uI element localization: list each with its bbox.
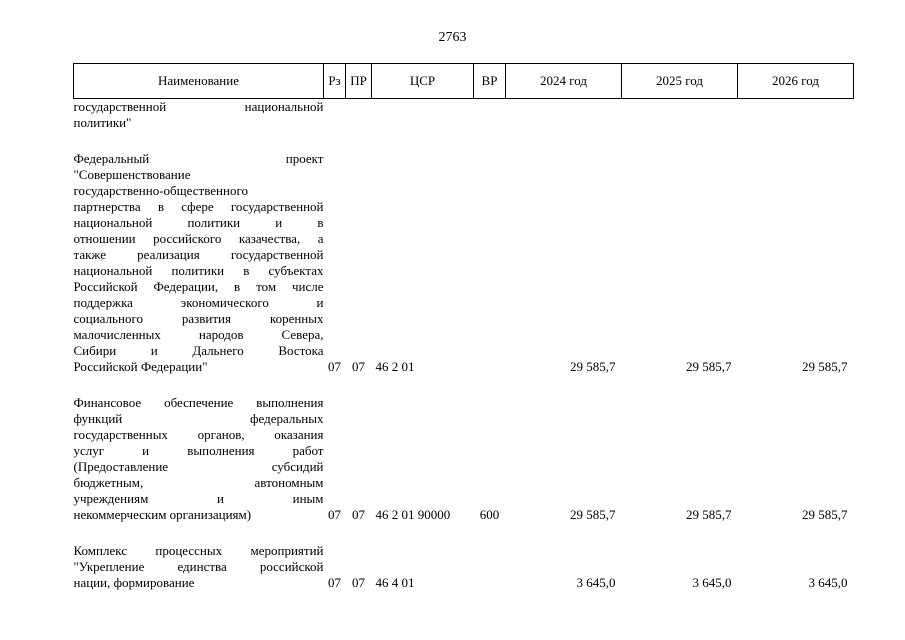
cell-2024: 29 585,7 <box>570 507 616 522</box>
cell-csr <box>372 99 474 132</box>
name-line: учреждениям и иным <box>73 491 324 506</box>
budget-table <box>73 63 854 591</box>
header-csr: ЦСР <box>372 64 474 99</box>
table-row <box>74 543 854 591</box>
cell-vr <box>474 543 506 591</box>
name-line: "Укрепление единства российской <box>73 559 324 574</box>
name-line: политики" <box>73 115 132 130</box>
name-line: (Предоставление субсидий <box>73 459 324 474</box>
header-2025: 2025 год <box>622 64 738 99</box>
name-line: функций федеральных <box>73 411 324 426</box>
cell-rz: 07 <box>328 507 341 522</box>
cell-2024: 29 585,7 <box>570 359 616 374</box>
header-rz: Рз <box>324 64 346 99</box>
cell-pr: 07 <box>352 507 365 522</box>
name-line: также реализация государственной <box>73 247 324 262</box>
cell-rz: 07 <box>328 359 341 374</box>
name-line: национальной политики в субъектах <box>73 263 324 278</box>
cell-2025: 29 585,7 <box>686 507 732 522</box>
row-spacer <box>74 523 854 543</box>
name-line: малочисленных народов Севера, <box>73 327 324 342</box>
table-body <box>74 99 854 592</box>
cell-vr: 600 <box>479 507 500 522</box>
name-line: государственной национальной <box>73 99 324 114</box>
name-line: нации, формирование <box>73 575 195 590</box>
cell-2026: 29 585,7 <box>802 359 848 374</box>
cell-rz: 07 <box>328 575 341 590</box>
cell-name <box>74 151 324 375</box>
name-line: национальной политики и в <box>73 215 324 230</box>
name-line: Федеральный проект <box>73 151 324 166</box>
table-row <box>74 99 854 132</box>
cell-name <box>74 395 324 523</box>
name-line: поддержка экономического и <box>73 295 324 310</box>
name-line: отношении российского казачества, а <box>73 231 324 246</box>
name-line: бюджетным, автономным <box>73 475 324 490</box>
name-line: государственных органов, оказания <box>73 427 324 442</box>
cell-2025 <box>622 99 738 132</box>
cell-2026 <box>738 99 854 132</box>
cell-name <box>74 99 324 132</box>
name-line: "Совершенствование <box>73 167 191 182</box>
name-line: государственно-общественного <box>73 183 248 198</box>
row-spacer <box>74 375 854 395</box>
cell-pr <box>346 99 372 132</box>
cell-2026: 3 645,0 <box>808 575 848 590</box>
name-line: Российской Федерации" <box>73 359 208 374</box>
cell-2025: 3 645,0 <box>692 575 732 590</box>
header-name: Наименование <box>74 64 324 99</box>
table-row <box>74 151 854 375</box>
cell-2024 <box>506 99 622 132</box>
name-line: некоммерческим организациям) <box>73 507 252 522</box>
cell-2026: 29 585,7 <box>802 507 848 522</box>
header-2024: 2024 год <box>506 64 622 99</box>
cell-name <box>74 543 324 591</box>
cell-csr: 46 2 01 <box>375 359 415 374</box>
table-row <box>74 395 854 523</box>
cell-vr <box>474 151 506 375</box>
name-line: Сибири и Дальнего Востока <box>73 343 324 358</box>
row-spacer <box>74 131 854 151</box>
header-pr: ПР <box>346 64 372 99</box>
name-line: Комплекс процессных мероприятий <box>73 543 324 558</box>
cell-pr: 07 <box>352 359 365 374</box>
name-line: Российской Федерации, в том числе <box>73 279 324 294</box>
header-vr: ВР <box>474 64 506 99</box>
name-line: партнерства в сфере государственной <box>73 199 324 214</box>
name-line: услуг и выполнения работ <box>73 443 324 458</box>
page-number: 2763 <box>438 30 467 45</box>
name-line: социального развития коренных <box>73 311 324 326</box>
cell-csr: 46 4 01 <box>375 575 415 590</box>
cell-csr: 46 2 01 90000 <box>375 507 451 522</box>
cell-pr: 07 <box>352 575 365 590</box>
name-line: Финансовое обеспечение выполнения <box>73 395 324 410</box>
cell-2025: 29 585,7 <box>686 359 732 374</box>
cell-vr <box>474 99 506 132</box>
header-2026: 2026 год <box>738 64 854 99</box>
table-header-row <box>74 64 854 99</box>
cell-2024: 3 645,0 <box>576 575 616 590</box>
cell-rz <box>324 99 346 132</box>
